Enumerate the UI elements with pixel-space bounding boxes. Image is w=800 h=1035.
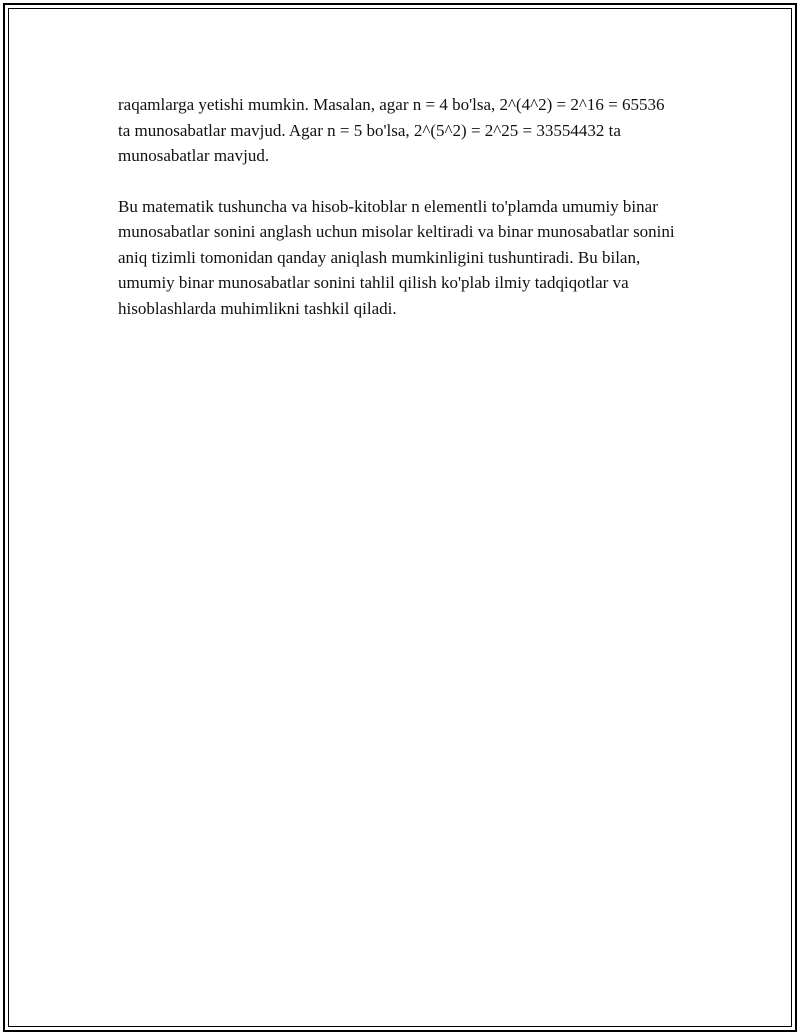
paragraph-2: Bu matematik tushuncha va hisob-kitoblar n elementli to'plamda umumiy binar munosabatlar sonini anglash uchun misolar keltiradi va binar munosabatlar sonini aniq tizimli tomonidan qanday aniqlash mumkinligini tushuntiradi. Bu bilan, umumiy binar munosabatlar sonini tahlil qilish ko'plab ilmiy tadqiqotlar va hisoblashlarda muhimlikni tashkil qiladi.	[118, 196, 675, 318]
paragraph-1: raqamlarga yetishi mumkin. Masalan, agar n = 4 bo'lsa, 2^(4^2) = 2^16 = 65536 ta munosabatlar mavjud. Agar n = 5 bo'lsa, 2^(5^2) = 2^25 = 33554432 ta munosabatlar mavjud.	[118, 95, 665, 165]
page-content	[118, 92, 678, 321]
